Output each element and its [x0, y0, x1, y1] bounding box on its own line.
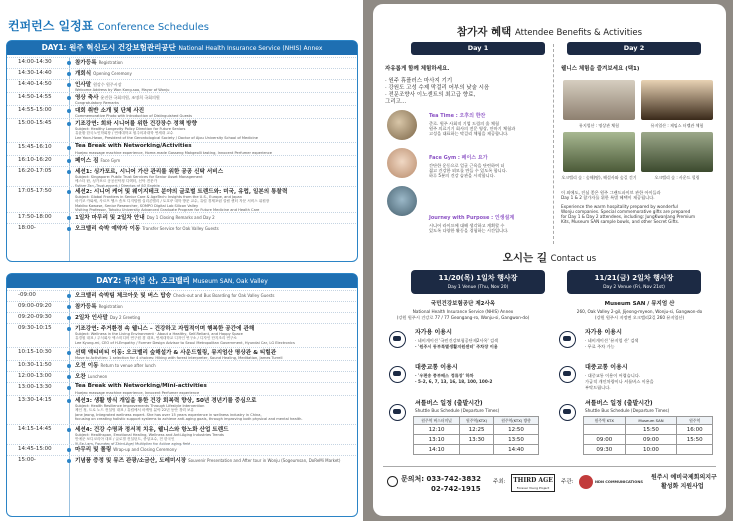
meditation-photo — [563, 80, 635, 120]
schedule-title: Tea Break with Networking/Mini-activities — [75, 383, 207, 389]
schedule-time: 09:00-09:20 — [18, 303, 52, 309]
timeline-dot — [67, 122, 71, 126]
activity-desc: 간단한 운동으로 얼굴 근육을 단련하여 더 — [429, 163, 505, 168]
photo-caption: 뮤지엄산 : 명상관 체험 — [579, 123, 619, 128]
shuttle-time-cell: 09:00 — [625, 435, 677, 445]
schedule-title: 페이스 짐 Face Gym — [75, 158, 121, 164]
shuttle-title: 셔틀버스 일정 (출발시간) — [415, 400, 483, 407]
schedule-time: 14:45-15:00 — [18, 446, 52, 452]
note-ko: Day 1 & 2 참가자를 위한 특별 혜택이 제공됩니다. — [561, 195, 655, 200]
schedule-detail: Subject: Healthspan, Emotional Healing, Wellness and Anti-Aging Industries Trends — [75, 432, 224, 437]
day1-pill: Day 1 — [411, 42, 545, 55]
note-ko: 이 외에도, 진심 좋은 원주 그랜드파이브 관한 아이들과 — [561, 190, 661, 195]
shuttle-time-cell — [460, 445, 494, 455]
shuttle-table-day1 — [413, 416, 539, 455]
schedule-row — [7, 223, 356, 234]
timeline-dot — [67, 146, 71, 150]
shuttle-title-en: Shuttle Bus Schedule (Departure Times) — [585, 408, 670, 413]
note-en: for Day 1 & Day 2 attendees, including: JungKwanJang Premium — [561, 214, 696, 219]
venue2-address: (강원 원주시 지정면 오크밸리2길 260 뮤지엄산) — [594, 315, 685, 320]
schedule-detail: Welcome Address by Won Kang-soo, Mayor of Wonju — [75, 87, 170, 92]
schedule-time: 09:20-09:30 — [18, 314, 52, 320]
benefits-card — [373, 4, 726, 516]
schedule-detail: Yi-Se-Lam, Founder of Third Age/ Multiplier for Active aging field — [75, 441, 191, 446]
timeline-dot — [67, 190, 71, 194]
schedule-row — [7, 455, 356, 466]
day1-schedule — [6, 40, 358, 262]
timeline-dot — [67, 170, 71, 174]
schedule-time: 09:30-10:15 — [18, 325, 52, 331]
schedule-time: 15:00- — [18, 457, 36, 463]
third-age-logo: THIRD AGE Forever Young Project — [511, 474, 555, 492]
car-line: · 무료 주차 가능 — [585, 344, 615, 349]
schedule-row — [7, 301, 356, 312]
car-icon — [559, 331, 576, 348]
day1-item: · 전문조향사 이노센트의 최고급 향료, — [385, 92, 476, 98]
car-title: 자가용 이용시 — [415, 329, 452, 336]
schedule-detail: Lee Yoon-Hwan, President of the Gerontological Society / Doctor of Ajou University School of Medicine — [75, 135, 258, 140]
venue1-address: (강원 원주시 건강로 77 / 77 Geongang-ro, Wonju-si, Gangwon-do) — [396, 315, 530, 320]
schedule-detail: Subject: Healthy Longevity Policy Direction for Future Seniors — [75, 126, 186, 131]
shuttle-time-cell: 16:00 — [677, 425, 713, 435]
schedule-time: 17:50-18:00 — [18, 214, 52, 220]
column-divider — [553, 44, 554, 244]
activity-title: Tea Time : 오후의 한잔 — [429, 113, 486, 119]
shuttle-header-cell: 원주역(KTX) — [460, 417, 494, 425]
schedule-row — [7, 382, 356, 395]
timeline-dot — [67, 386, 71, 390]
day2-pill: Day 2 — [567, 42, 701, 55]
shuttle-time-cell: 12:50 — [494, 425, 539, 435]
schedule-detail: Commemorative Photo with Introduction of Distinguished Guests — [75, 113, 192, 118]
day1-item: · 강원도 고성 수제 막걸리 어부의 낮술 시음 — [385, 85, 490, 91]
car-icon — [389, 331, 406, 348]
day1-item: 그리고... — [385, 99, 407, 105]
schedule-time: 14:40-14:50 — [18, 81, 52, 87]
day1-header: DAY1: 원주 혁신도시 건강보험관리공단 National Health Insurance Service (NHIS) Annex — [7, 41, 357, 55]
schedule-detail: Visiting Professor, Tohoku University Advanced Graduate Program for Future Medicine and Health Care — [75, 208, 260, 213]
car-line: · 네비게이션 '국민건강보험공단제2사옥' 검색 — [415, 338, 499, 343]
schedule-time: 18:00- — [18, 225, 36, 231]
bus-line: · 5-2, 6, 7, 13, 16, 18, 100, 100-2 — [415, 379, 493, 384]
schedule-title: 1일차 마무리 및 2일차 안내 Day 1 Closing Remarks and Day 2 — [75, 215, 215, 221]
schedule-row — [7, 323, 356, 347]
schedule-row — [7, 68, 356, 79]
schedule-detail: Subject: Global Frontiers in Senior Care & AgeTech: Insights from the U.S., Europe, and Japan — [75, 194, 243, 199]
schedule-panel — [0, 0, 363, 521]
timeline-dot — [67, 109, 71, 113]
shuttle-header-cell: 원주역 — [677, 417, 713, 425]
schedule-row — [7, 57, 356, 68]
schedule-row — [7, 395, 356, 424]
schedule-detail: 유경원 대표 / 주식회사 엑스미디어 연구원 겸 대표, 연세대학교 디자인 연구소 / 디자인 단지조리 연구소 — [75, 336, 237, 341]
photo-caption: 오크밸리 숲 : 숲해(탐), 해설사와 숲길 걷기 — [561, 175, 637, 180]
schedule-title: 참가등록 Registration — [75, 60, 123, 66]
schedule-detail: Move to Activities: 1 selection for 4 choices: Hiking with forest interpreter, Sound Healing, Meditation, James Turrell — [75, 355, 283, 360]
schedule-detail: 유윤환 한국노인학회장 / 연세대학교 원주의과대학 연세대 교수 — [75, 131, 174, 136]
shuttle-header-cell: 원주역 버스터미널 — [414, 417, 460, 425]
shuttle-time-cell: 13:10 — [414, 435, 460, 445]
schedule-row — [7, 155, 356, 166]
schedule-detail: Huejeo massage machine experience, Home-made Gosseng Makgeolli tasting, Innocent Perfumer experience — [75, 150, 272, 155]
schedule-row — [7, 105, 356, 118]
bus-title: 대중교통 이용시 — [585, 364, 628, 371]
schedule-detail: 제인 정, 트로 노드 컨설팅 대표 / 유럽에서 마케팅 분야 22년 동안 경력 보유 — [75, 408, 194, 413]
schedule-detail: Lee Kyung-mi, CEO of H-Empathy / Former Design Advisor to Seoul Metropolitan Government, Hyundai Car, LG Electronics — [75, 340, 295, 345]
schedule-title: 기념품 증정 및 뮤즈 관광/소금산, 도레미시장 Souvenir Presentation and After tour in Wonju (Sogeumsan, DoReMi Market) — [75, 458, 341, 464]
activity-desc: 시니어 라이프에 대해 생각하고 계획할 수 — [429, 223, 505, 228]
venue1-name-en: National Health Insurance Service (NHIS) Annex — [412, 309, 514, 314]
timeline-dot — [67, 316, 71, 320]
shuttle-time-cell: 15:50 — [677, 435, 713, 445]
schedule-time: 14:30-14:40 — [18, 70, 52, 76]
schedule-time: 13:00-13:30 — [18, 384, 52, 390]
schedule-time: 10:30-11:50 — [18, 362, 52, 368]
schedule-title: 오크밸리 숙박 예약자 이동 Transfer Service for Oak Valley Guests — [75, 226, 219, 232]
shuttle-time-cell: 13:50 — [494, 435, 539, 445]
schedule-row — [7, 424, 356, 444]
schedule-detail: Jane Jeong, Integrated wellness expert. She has over 15 years experience in wellness industry in China, — [75, 412, 262, 417]
shuttle-title-en: Shuttle Bus Schedule (Departure Times) — [415, 408, 500, 413]
activity-desc: 고성을 대표하는 막걸리 체험을 제공합니다. — [429, 131, 509, 136]
sponsor: 원주시 예비국제회의지구 — [651, 474, 717, 481]
activity-title: Journey with Purpose : 인생설계 — [429, 215, 515, 221]
schedule-title: 대회 취반 소개 및 단체 사진 — [75, 108, 145, 114]
bus-line: · '우편송 종부배스 정류장' 하차 — [415, 373, 474, 378]
organizer-label: 주관: — [561, 479, 574, 485]
activity-desc: 원주 의료기기 회사의 전문 영상, 안마기 체험과 — [429, 126, 516, 131]
shuttle-time-cell: 13:30 — [460, 435, 494, 445]
shuttle-header-cell: 원주역(KTX) 방향 — [494, 417, 539, 425]
car-line: · 네비게이션 '뮤지엄 산' 검색 — [585, 338, 639, 343]
schedule-title: 참가등록 Registration — [75, 304, 123, 310]
schedule-title: 기조강연: 희와 시니어를 위한 건강장수 정책 방향 — [75, 121, 197, 127]
timeline-dot — [67, 375, 71, 379]
schedule-title: 세션4: 건강 수명과 정서적 치유, 웰니스와 항노화 산업 트렌드 — [75, 427, 229, 433]
shuttle-time-cell: 10:00 — [625, 445, 677, 455]
timeline-dot — [67, 216, 71, 220]
ndn-logo — [579, 475, 593, 489]
shuttle-time-cell: 15:50 — [625, 425, 677, 435]
sponsor: 활성화 지원사업 — [661, 483, 704, 490]
schedule-title: 기조강연: 주거환경 속 웰니스 – 건강하고 자립적이며 행복한 공간에 관해 — [75, 326, 255, 332]
schedule-title: 인사말 원강수 원주시장 — [75, 82, 122, 88]
journey-photo — [387, 186, 417, 216]
schedule-row — [7, 142, 356, 155]
activity-desc: 있도록 다양한 활동을 경험하는 시간입니다. — [429, 228, 509, 233]
schedule-time: 13:30-14:15 — [18, 397, 52, 403]
schedule-time: 15:45-16:10 — [18, 144, 52, 150]
benefits-title: 참가자 혜택 Attendee Benefits & Activities — [456, 26, 643, 38]
note-en: Wonju companies. Special commemorative gifts are prepared — [561, 209, 691, 214]
shuttle-table-day2 — [583, 416, 713, 455]
phone-icon — [387, 476, 398, 487]
contact-phone-2[interactable]: 02-742-1915 — [431, 485, 481, 493]
timeline-dot — [67, 83, 71, 87]
day2-schedule — [6, 273, 358, 517]
schedule-title: 세션3: 생활 방식 개입을 통한 건강 회복력 향상, 50년 경년기를 중심으로 — [75, 398, 257, 404]
schedule-title: 선택 액티비티 이동: 오크밸리 숲해설가 & 사운드힐링, 뮤지엄산 명상관 & 티힐관 — [75, 350, 277, 356]
photo-caption: 오크밸리 숲 : 사운드 힐링 — [654, 175, 700, 180]
schedule-detail: 에스더 탄, 싱가포르 공공신탁청 디렉터, 신탁 전문가 — [75, 179, 158, 184]
directions-title: 오시는 길 Contact us — [502, 252, 597, 264]
schedule-detail: 민예준 보디코리아 대표 / 글로벌 컨설턴트, 중앙교수, 전 한국인 — [75, 437, 175, 442]
schedule-row — [7, 118, 356, 142]
timeline-dot — [67, 294, 71, 298]
bus-line: · 대중교통 이용이 어렵습니다. — [585, 373, 641, 378]
timeline-dot — [67, 61, 71, 65]
schedule-title: 오찬 Luncheon — [75, 374, 108, 380]
sound-healing-photo — [641, 132, 713, 172]
shuttle-time-cell: 12:25 — [460, 425, 494, 435]
schedule-detail: Subject: Health Resilience Improvements Through Lifestyle Intervention — [75, 403, 205, 408]
schedule-detail: focusing on creating holistic support systems to achieve anti-aging goals, through improving both physical and mental health. — [75, 417, 303, 422]
timeline-dot — [67, 448, 71, 452]
bus-title: 대중교통 이용시 — [415, 364, 458, 371]
schedule-title: 마무리 및 폴링 Wrap-up and Closing Ceremony — [75, 447, 177, 453]
face-gym-photo — [387, 148, 417, 178]
photo-caption: 뮤지엄산 : 제임스 터렐관 체험 — [650, 123, 704, 128]
contact-phone[interactable]: 문의처: 033-742-3832 — [401, 475, 482, 483]
schedule-time: 14:55-15:00 — [18, 107, 52, 113]
shuttle-time-cell — [584, 425, 626, 435]
benefits-panel — [363, 0, 733, 521]
schedule-row — [7, 79, 356, 92]
note-en: Experience the warm hospitality prepared by wonderful — [561, 204, 678, 209]
schedule-time: 17:05-17:50 — [18, 188, 52, 194]
schedule-time: 14:50-14:55 — [18, 94, 52, 100]
schedule-title: 컨퍼런스 일정표 Conference Schedules — [8, 19, 209, 33]
turrell-photo — [641, 80, 713, 120]
day2-heading: 웰니스 체험을 즐겨보세요 (택1) — [561, 66, 640, 72]
schedule-row — [7, 166, 356, 186]
host-label: 주최: — [493, 479, 506, 485]
schedule-row — [7, 312, 356, 323]
schedule-time: 14:00-14:30 — [18, 59, 52, 65]
timeline-dot — [67, 399, 71, 403]
day1-heading: 자유롭게 함께 체험하세요. — [385, 66, 450, 72]
activity-desc: 준로. 원주 사회적 기업 드림의 흙 체험 — [429, 121, 499, 126]
activity-desc: 젊고 건강한 외모를 만들 수 있도록 합니다. — [429, 168, 508, 173]
timeline-dot — [67, 428, 71, 432]
shuttle-time-cell: 09:30 — [584, 445, 626, 455]
day2-header: DAY2: 뮤지엄 산, 오크밸리 Museum SAN, Oak Valley — [7, 274, 357, 288]
schedule-time: 10:15-10:30 — [18, 349, 52, 355]
schedule-detail: Esther Tan, Trust expert / Director of SG Enable — [75, 183, 160, 188]
schedule-title: 영상 축사 윤진한 국회의원, 조명희 국회의원 — [75, 95, 160, 101]
shuttle-header-cell: Museum SAN — [625, 417, 677, 425]
timeline-dot — [67, 72, 71, 76]
schedule-title: 2일차 인사말 Day 2 Greeting — [75, 315, 141, 321]
note-en: Kits, Museum SAN sample bowls, and other Secret Gifts. — [561, 219, 680, 224]
forest-photo — [563, 132, 635, 172]
schedule-time: 12:00-13:00 — [18, 373, 52, 379]
venue2-name: Museum SAN / 뮤지엄 산 — [604, 301, 675, 307]
schedule-detail: Subject: Wellness in the Living Environment · About a Healthy, Self-Reliant, and Happy Space — [75, 331, 243, 336]
schedule-detail: Congratulatory Remarks — [75, 100, 119, 105]
venue2-name-en: 260, Oak Valley 2-gil, Jijeong-myeon, Wonju-si, Gangwon-do — [576, 309, 703, 314]
schedule-title: 세션1: 싱가포르, 시니어 가산 관리를 위한 공공 신탁 서비스 — [75, 169, 224, 175]
schedule-time: 15:00-15:45 — [18, 120, 52, 126]
venue2-pill: 11/21(금) 2일차 행사장 Day 2 Venue (Fri, Nov 21st) — [567, 270, 701, 294]
schedule-title: 오전 이동 Return to venue after lunch — [75, 363, 156, 369]
shuttle-time-cell: 09:00 — [584, 435, 626, 445]
timeline-dot — [67, 227, 71, 231]
schedule-title: 세션2: 시니어 케어 및 웨이지테크 분야의 글로벌 트렌드와: 미국, 유럽, 일본의 통찰력 — [75, 189, 288, 195]
schedule-time: -09:00 — [18, 292, 36, 298]
schedule-title: Tea Break with Networking/Activities — [75, 143, 192, 149]
schedule-row — [7, 371, 356, 382]
footer-divider — [383, 466, 716, 467]
shuttle-header-cell: 원주역 KTX — [584, 417, 626, 425]
shuttle-icon — [389, 404, 406, 421]
shuttle-time-cell: 14:10 — [414, 445, 460, 455]
schedule-time: 14:15-14:45 — [18, 426, 52, 432]
schedule-detail: Subject: Singapore: Public Trust Services for Senior Asset Management — [75, 174, 203, 179]
shuttle-time-cell: 12:10 — [414, 425, 460, 435]
schedule-row — [7, 347, 356, 360]
shuttle-icon — [559, 404, 576, 421]
venue1-pill: 11/20(목) 1일차 행사장 Day 1 Venue (Thu, Nov 20) — [411, 270, 545, 294]
car-title: 자가용 이용시 — [585, 329, 622, 336]
schedule-row — [7, 92, 356, 105]
timeline-dot — [67, 96, 71, 100]
venue1-name: 국민건강보험공단 제2사옥 — [430, 301, 496, 307]
activity-desc: 하루 5분의 건강 습관을 시작합니다. — [429, 173, 495, 178]
schedule-time: 16:20-17:05 — [18, 168, 52, 174]
schedule-time: 16:10-16:20 — [18, 157, 52, 163]
bus-line: 가급적 개인차량이나 셔틀버스 이용을 — [585, 379, 654, 384]
shuttle-time-cell — [677, 445, 713, 455]
car-line: · '원주시 동부특별생활지원센터' 주차장 이용 — [415, 344, 498, 349]
schedule-row — [7, 290, 356, 301]
bus-icon — [559, 366, 576, 383]
bus-icon — [389, 366, 406, 383]
shuttle-title: 셔틀버스 일정 (출발시간) — [585, 400, 653, 407]
timeline-dot — [67, 351, 71, 355]
schedule-detail: Makiko Kawase, Senior Researcher, SOMPO Digital Lab Silicon Valley — [75, 203, 199, 208]
schedule-title: 오크밸리 숙박팀 체크아웃 및 버스 탑승 Check-out and Bus Boarding for Oak Valley Guests — [75, 293, 275, 299]
schedule-title: 개회식 Opening Ceremony — [75, 71, 132, 77]
timeline-dot — [67, 327, 71, 331]
timeline-dot — [67, 459, 71, 463]
organizer-name: NDN COMMUNICATIONS — [595, 480, 643, 484]
day1-item: · 원주 휴플러스 마사지 기기 — [385, 78, 453, 84]
schedule-row — [7, 360, 356, 371]
schedule-detail: Huejeo massage machine experience, Innocent Perfumer experience — [75, 390, 200, 395]
schedule-row — [7, 212, 356, 223]
tea-photo — [387, 110, 417, 140]
activity-title: Face Gym : 페이스 요가 — [429, 155, 488, 161]
timeline-dot — [67, 305, 71, 309]
timeline-dot — [67, 159, 71, 163]
bus-line: 부탁드립니다. — [585, 385, 611, 390]
schedule-detail: 마키코 카와세, 사르프 헬스 솜포 디지털랩 실리콘밸리 / 토호쿠 대학 방문 교수, 유럽 경제포럼 설립 센터 자문 서비스 위원장 — [75, 199, 270, 204]
timeline-dot — [67, 364, 71, 368]
shuttle-time-cell: 14:40 — [494, 445, 539, 455]
